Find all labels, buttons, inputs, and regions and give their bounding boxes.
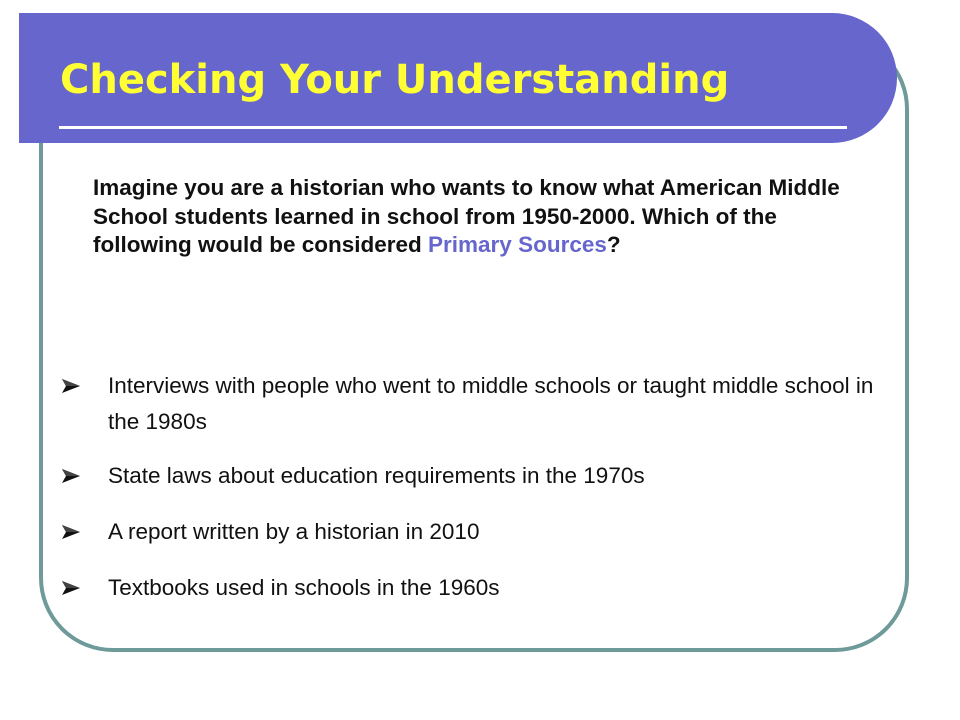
option-item [62,514,892,550]
primary-sources-highlight: Primary Sources [428,232,607,257]
option-label: State laws about education requirements in the 1970s [108,463,645,488]
arrow-bullet-icon [62,379,80,393]
arrow-bullet-icon [62,469,80,483]
option-label: Interviews with people who went to middle schools or taught middle school in the 1980s [108,373,874,434]
option-item [62,368,892,440]
arrow-bullet-icon [62,525,80,539]
option-label: A report written by a historian in 2010 [108,519,480,544]
title-banner-edge [19,13,59,143]
question-text-before: Imagine you are a historian who wants to know what American Middle School students learned in school from 1950-2000. Which of the following would be considered [93,175,840,257]
question-text-after: ? [606,232,621,257]
options-list [62,368,892,626]
option-label: Textbooks used in schools in the 1960s [108,575,500,600]
slide-title: Checking Your Understanding [60,57,730,103]
question-text [93,174,873,260]
option-item [62,458,892,494]
title-underline [59,126,847,129]
arrow-bullet-icon [62,581,80,595]
option-item [62,570,892,606]
